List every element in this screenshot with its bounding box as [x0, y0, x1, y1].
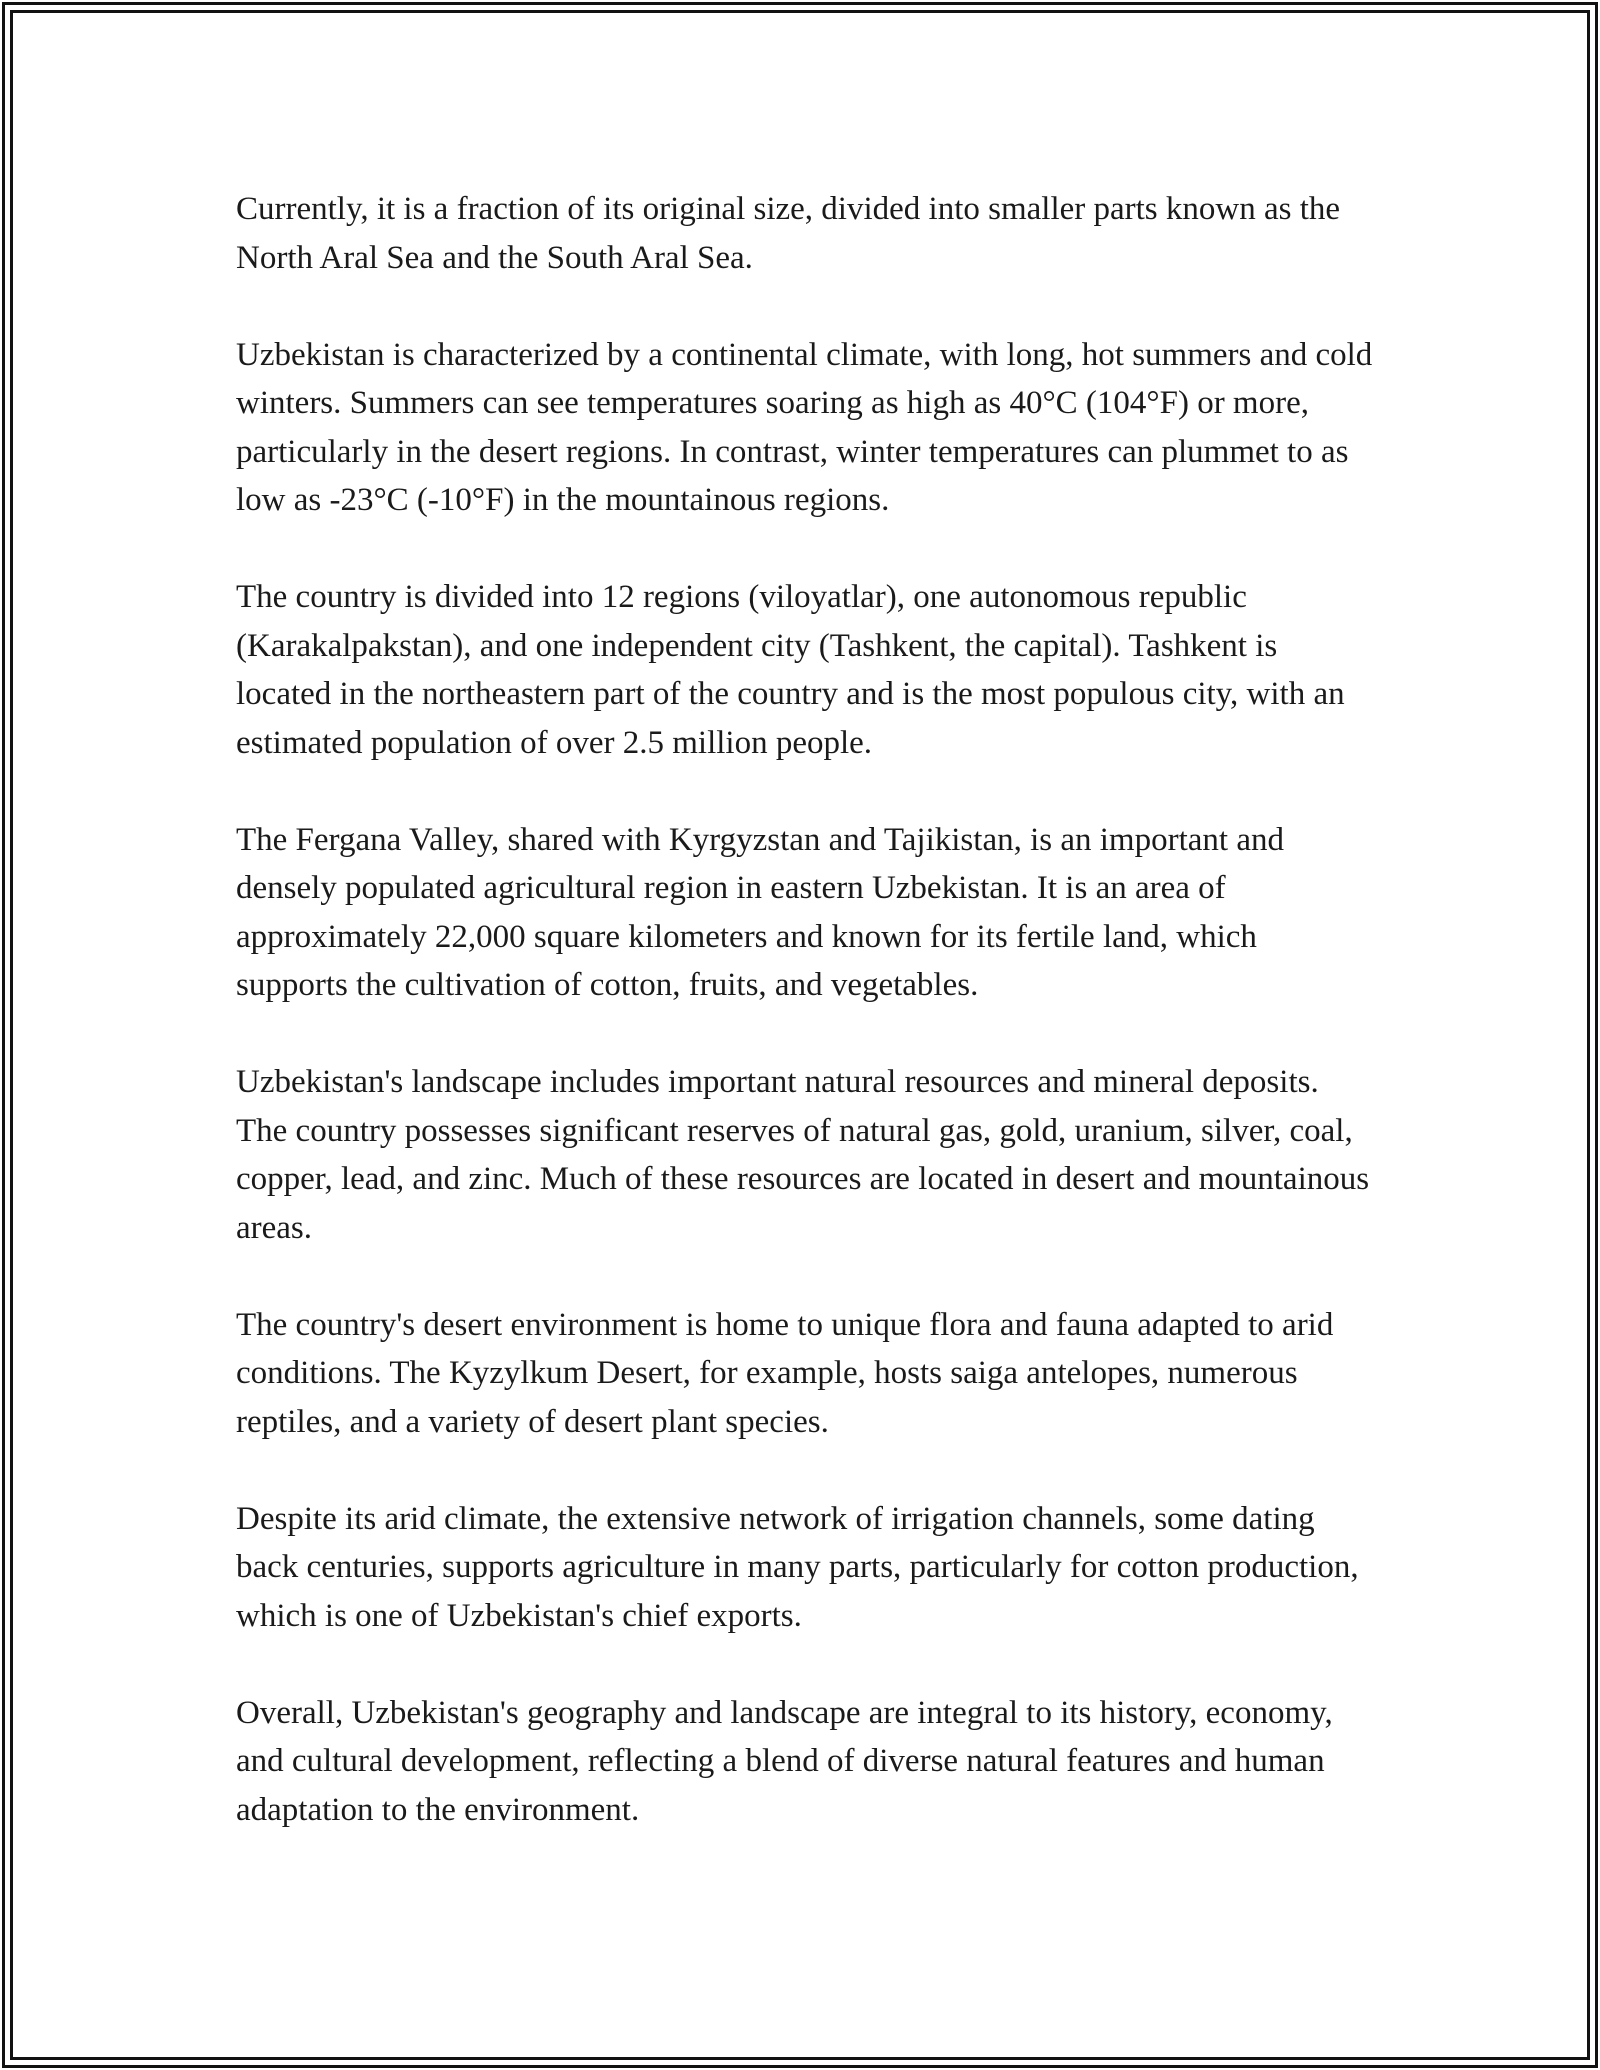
paragraph-natural-resources: Uzbekistan's landscape includes important natural resources and mineral deposits. The country possesses significant reserves of natural gas, gold, uranium, silver, coal, copper, lead, and zinc. Much of these resources are located in desert and mountainous areas. — [236, 1064, 1370, 1246]
paragraph-aral-sea: Currently, it is a fraction of its original size, divided into smaller parts known as the North Aral Sea and the South Aral Sea. — [236, 191, 1341, 276]
paragraph-irrigation: Despite its arid climate, the extensive network of irrigation channels, some dating back centuries, supports agriculture in many parts, particularly for cotton production, which is one of Uzbekistan's chief exports. — [236, 1500, 1359, 1634]
paragraph-conclusion: Overall, Uzbekistan's geography and landscape are integral to its history, economy, and cultural development, reflecting a blend of diverse natural features and human adaptation to the environment. — [236, 1694, 1333, 1828]
document-body — [236, 185, 1376, 1834]
paragraph-climate: Uzbekistan is characterized by a continental climate, with long, hot summers and cold winters. Summers can see temperatures soaring as high as 40°C (104°F) or more, particularly in the desert regions. In contrast, winter temperatures can plummet to as low as -23°C (-10°F) in the mountainous regions. — [236, 336, 1373, 518]
paragraph-fergana-valley: The Fergana Valley, shared with Kyrgyzstan and Tajikistan, is an important and densely populated agricultural region in eastern Uzbekistan. It is an area of approximately 22,000 square kilometers and known for its fertile land, which supports the cultivation of cotton, fruits, and vegetables. — [236, 821, 1284, 1003]
paragraph-regions: The country is divided into 12 regions (viloyatlar), one autonomous republic (Karakalpakstan), and one independent city (Tashkent, the capital). Tashkent is located in the northeastern part of the country and is the most populous city, with an estimated population of over 2.5 million people. — [236, 579, 1345, 761]
paragraph-flora-fauna: The country's desert environment is home to unique flora and fauna adapted to arid conditions. The Kyzylkum Desert, for example, hosts saiga antelopes, numerous reptiles, and a variety of desert plant species. — [236, 1306, 1334, 1440]
